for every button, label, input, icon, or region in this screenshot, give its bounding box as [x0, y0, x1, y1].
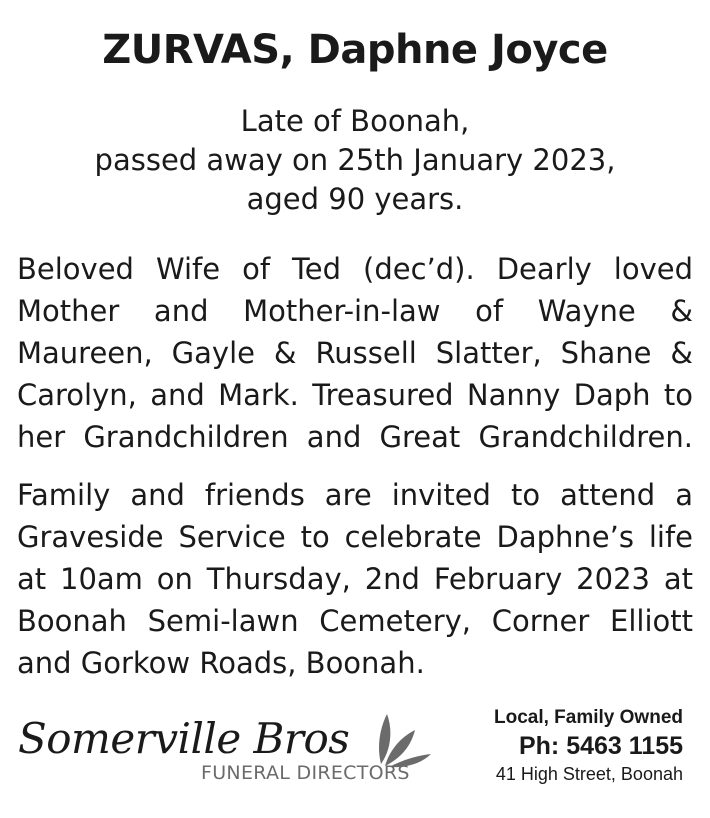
family-line: Mother and Mother-in-law of Wayne &	[17, 294, 693, 328]
service-line: Family and friends are invited to attend a	[17, 478, 693, 512]
family-line: Beloved Wife of Ted (dec’d). Dearly loved	[17, 252, 693, 286]
intro-line: aged 90 years.	[246, 182, 464, 216]
service-paragraph	[17, 474, 693, 684]
intro-line: Late of Boonah,	[240, 104, 470, 138]
logo-wordmark: Somerville Bros	[18, 714, 350, 763]
service-line: Graveside Service to celebrate Daphne’s life	[17, 520, 693, 554]
family-paragraph	[17, 248, 693, 458]
intro-block	[0, 102, 710, 219]
family-line: Maureen, Gayle & Russell Slatter, Shane &	[17, 336, 693, 370]
service-line: and Gorkow Roads, Boonah.	[17, 646, 425, 680]
logo-subtitle: FUNERAL DIRECTORS	[201, 762, 410, 784]
contact-block	[445, 706, 685, 786]
tagline: Local, Family Owned	[494, 707, 683, 728]
funeral-director-logo	[18, 704, 438, 794]
service-line: Boonah Semi-lawn Cemetery, Corner Elliott	[17, 604, 693, 638]
deceased-name: ZURVAS, Daphne Joyce	[102, 27, 608, 73]
service-line: at 10am on Thursday, 2nd February 2023 at	[17, 562, 693, 596]
intro-line: passed away on 25th January 2023,	[94, 143, 616, 177]
family-line: her Grandchildren and Great Grandchildren.	[17, 420, 693, 454]
phone-number: Ph: 5463 1155	[518, 732, 683, 760]
address: 41 High Street, Boonah	[495, 764, 683, 784]
family-line: Carolyn, and Mark. Treasured Nanny Daph to	[17, 378, 693, 412]
